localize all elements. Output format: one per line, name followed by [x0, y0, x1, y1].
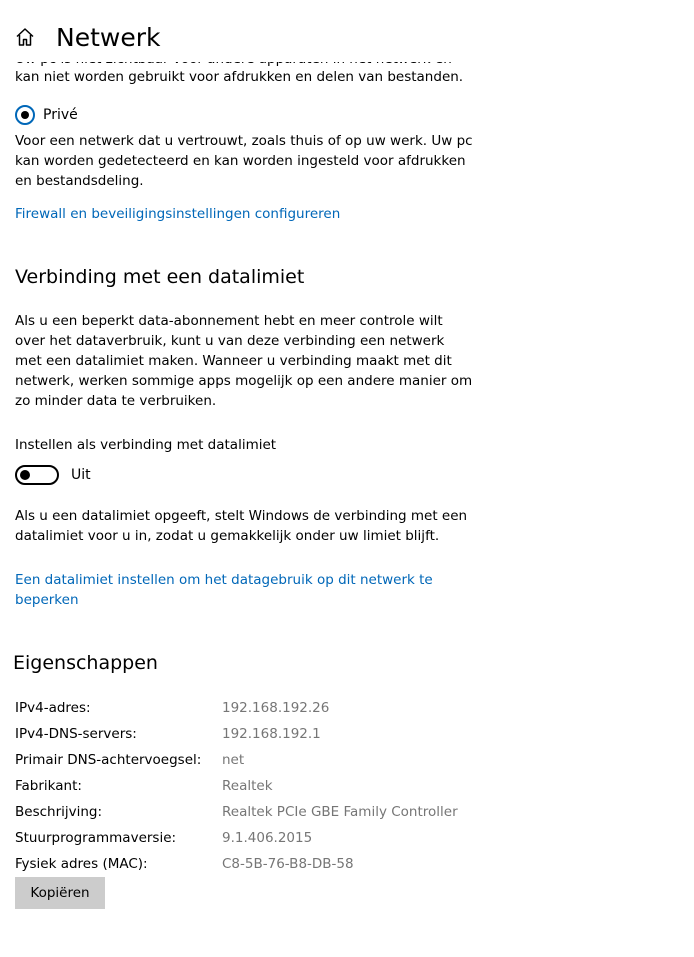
- property-value: 9.1.406.2015: [222, 830, 313, 846]
- metered-section-title: Verbinding met een datalimiet: [15, 266, 305, 288]
- property-row: [15, 799, 475, 825]
- properties-section-title: Eigenschappen: [13, 652, 158, 674]
- property-value: net: [222, 752, 245, 768]
- set-data-limit-link[interactable]: Een datalimiet instellen om het datagebruik op dit netwerk te beperken: [15, 572, 433, 608]
- property-key: IPv4-DNS-servers:: [15, 726, 137, 742]
- home-button[interactable]: [11, 25, 39, 53]
- property-row: [15, 773, 475, 799]
- property-value: Realtek: [222, 778, 273, 794]
- property-row: [15, 721, 475, 747]
- radio-private[interactable]: [15, 104, 78, 126]
- page-title: Netwerk: [56, 23, 161, 52]
- property-row: [15, 747, 475, 773]
- properties-list: [15, 695, 475, 877]
- metered-toggle-state: Uit: [71, 467, 91, 483]
- property-row: [15, 851, 475, 877]
- property-key: Fabrikant:: [15, 778, 82, 794]
- property-row: [15, 695, 475, 721]
- metered-toggle[interactable]: [15, 465, 59, 485]
- property-key: Beschrijving:: [15, 804, 103, 820]
- firewall-settings-link[interactable]: Firewall en beveiligingsinstellingen configureren: [15, 206, 341, 222]
- property-key: Stuurprogrammaversie:: [15, 830, 177, 846]
- property-value: 192.168.192.26: [222, 700, 330, 716]
- metered-note: Als u een datalimiet opgeeft, stelt Windows de verbinding met een datalimiet voor u in, zodat u gemakkelijk onder uw limiet blijft.: [15, 508, 468, 544]
- metered-toggle-caption: Instellen als verbinding met datalimiet: [15, 437, 277, 453]
- home-icon: [14, 26, 36, 52]
- radio-private-label: Privé: [43, 107, 78, 123]
- property-key: IPv4-adres:: [15, 700, 91, 716]
- metered-description: Als u een beperkt data-abonnement hebt en meer controle wilt over het dataverbruik, kunt u van deze verbinding een netwerk met een datalimiet maken. Wanneer u verbinding maakt met dit netwerk, werken sommige apps mogelijk op een andere manier om zo minder data te verbruiken.: [15, 313, 473, 409]
- public-description-last-line: kan niet worden gebruikt voor afdrukken en delen van bestanden.: [15, 69, 464, 85]
- radio-selected-indicator[interactable]: [15, 105, 35, 125]
- private-description: Voor een netwerk dat u vertrouwt, zoals thuis of op uw werk. Uw pc kan worden gedetecteerd en kan worden ingesteld voor afdrukken en bestandsdeling.: [15, 133, 473, 189]
- metered-toggle-row: [15, 464, 91, 486]
- copy-button[interactable]: Kopiëren: [15, 877, 105, 909]
- property-key: Primair DNS-achtervoegsel:: [15, 752, 202, 768]
- property-value: Realtek PCIe GBE Family Controller: [222, 804, 458, 820]
- property-row: [15, 825, 475, 851]
- property-key: Fysiek adres (MAC):: [15, 856, 148, 872]
- toggle-knob: [20, 470, 30, 480]
- property-value: C8-5B-76-B8-DB-58: [222, 856, 354, 872]
- property-value: 192.168.192.1: [222, 726, 321, 742]
- page-header: [0, 0, 694, 62]
